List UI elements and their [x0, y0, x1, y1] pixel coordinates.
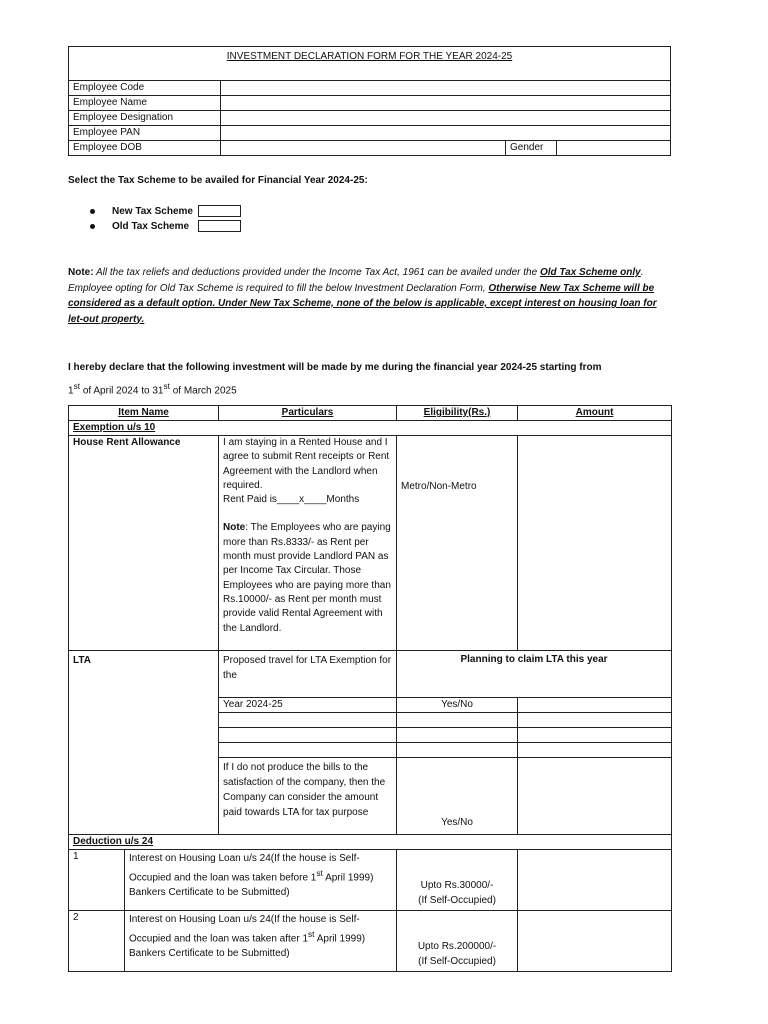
old-tax-scheme-checkbox[interactable]: [198, 220, 241, 232]
employee-pan-field[interactable]: [221, 126, 671, 141]
header-amount: Amount: [518, 406, 672, 421]
scheme-option-old: [90, 220, 241, 232]
row-amount-field[interactable]: [518, 911, 672, 972]
eligibility-limit: Upto Rs.200000/-: [417, 941, 497, 952]
date-text: 1: [68, 385, 74, 397]
header-particulars: Particulars: [219, 406, 397, 421]
form-title-cell: [69, 47, 671, 81]
lta-amount-field[interactable]: [518, 698, 672, 713]
field-label: Employee Designation: [69, 111, 221, 126]
scheme-question: Select the Tax Scheme to be availed for Financial Year 2024-25:: [68, 175, 368, 186]
row-number: 1: [69, 850, 125, 911]
form-title: INVESTMENT DECLARATION FORM FOR THE YEAR 2024-25: [226, 51, 513, 62]
hra-particulars: [219, 436, 397, 651]
date-text: of March 2025: [169, 385, 237, 397]
section-title: Deduction u/s 24: [73, 836, 154, 847]
row-text: April 1999) Bankers Certificate to be Submitted): [129, 872, 374, 899]
row-suffix: st: [316, 868, 323, 878]
new-tax-scheme-checkbox[interactable]: [198, 205, 241, 217]
field-label: Employee PAN: [69, 126, 221, 141]
row-number: 2: [69, 911, 125, 972]
field-label: Employee DOB: [69, 141, 221, 156]
date-suffix: st: [73, 381, 81, 391]
bullet-icon: [90, 209, 95, 214]
note-text: . Employee opting for Old Tax Scheme is required to fill the below Investment Declaration Form,: [68, 267, 644, 294]
row-suffix: st: [308, 929, 315, 939]
gender-label: Gender: [506, 141, 557, 156]
lta-yes-no[interactable]: Yes/No: [397, 698, 518, 713]
row-eligibility: [397, 850, 518, 911]
note-emphasis: Otherwise New Tax Scheme will be considered as a default option. Under New Tax Scheme, none of the below is applicable, except interest on housing loan for let-out property.: [68, 282, 657, 325]
note-paragraph: [68, 265, 668, 327]
scheme-option-label: Old Tax Scheme: [112, 220, 190, 232]
rent-paid-text: Rent Paid is____x____Months: [223, 494, 360, 506]
header-eligibility: Eligibility(Rs.): [397, 406, 518, 421]
hra-eligibility: Metro/Non-Metro: [397, 436, 518, 651]
lta-year: Year 2024-25: [219, 698, 397, 713]
row-particulars: [125, 911, 397, 972]
scheme-option-new: [90, 205, 241, 217]
declaration-line: I hereby declare that the following investment will be made by me during the financial year 2024-25 starting from: [68, 362, 602, 373]
scheme-option-label: New Tax Scheme: [112, 205, 193, 217]
row-amount-field[interactable]: [518, 850, 672, 911]
hra-amount-field[interactable]: [518, 436, 672, 651]
eligibility-condition: (If Self-Occupied): [418, 895, 496, 906]
section-title: Exemption u/s 10: [73, 422, 156, 433]
lta-planning: Planning to claim LTA this year: [397, 651, 672, 698]
declaration-paragraph: [68, 359, 688, 400]
field-label: Employee Name: [69, 96, 221, 111]
declaration-period: [68, 377, 688, 400]
hra-text: I am staying in a Rented House and I agree to submit Rent receipts or Rent Agreement with the Landlord when required.: [223, 437, 390, 491]
item-name-hra: House Rent Allowance: [69, 436, 219, 651]
lta-bills-text: If I do not produce the bills to the satisfaction of the company, then the Company can consider the amount paid towards LTA for tax purpose: [219, 758, 397, 835]
section-title-cell: [69, 835, 672, 850]
row-particulars: [125, 850, 397, 911]
eligibility-condition: (If Self-Occupied): [418, 956, 496, 967]
header-item-name: Item Name: [69, 406, 219, 421]
lta-bills-amount-field[interactable]: [518, 758, 672, 835]
employee-details-table: [68, 46, 671, 156]
section-title-cell: [69, 421, 672, 436]
lta-proposed: Proposed travel for LTA Exemption for the: [219, 651, 397, 698]
row-text: Interest on Housing Loan u/s 24(If the house is Self-Occupied and the loan was taken after 1: [129, 914, 360, 945]
row-text: April 1999) Bankers Certificate to be Submitted): [129, 933, 366, 960]
hra-note-label: Note: [223, 522, 246, 534]
note-label: Note:: [68, 267, 94, 278]
employee-dob-field[interactable]: [221, 141, 506, 156]
lta-yes-no-2[interactable]: Yes/No: [397, 758, 518, 835]
employee-code-field[interactable]: [221, 81, 671, 96]
bullet-icon: [90, 224, 95, 229]
date-text: of April 2024 to 31: [80, 385, 164, 397]
item-name-lta: LTA: [69, 651, 219, 835]
hra-note: [223, 521, 392, 635]
date-suffix: st: [163, 381, 170, 391]
employee-designation-field[interactable]: [221, 111, 671, 126]
row-text: Interest on Housing Loan u/s 24(If the house is Self-Occupied and the loan was taken before 1: [129, 853, 360, 884]
hra-note-text: : The Employees who are paying more than Rs.8333/- as Rent per month must provide Landlord PAN as per Income Tax Circular. Those Employees who are paying more than Rs.10000/- as Rent per month must provide valid Rental Agreement with the Landlord.: [223, 522, 391, 634]
eligibility-limit: Upto Rs.30000/-: [420, 880, 494, 891]
row-eligibility: [397, 911, 518, 972]
note-emphasis: Old Tax Scheme only: [539, 267, 641, 278]
employee-name-field[interactable]: [221, 96, 671, 111]
field-label: Employee Code: [69, 81, 221, 96]
investment-table: [68, 405, 672, 972]
gender-field[interactable]: [557, 141, 671, 156]
note-text: All the tax reliefs and deductions provided under the Income Tax Act, 1961 can be availed under the: [93, 267, 540, 278]
